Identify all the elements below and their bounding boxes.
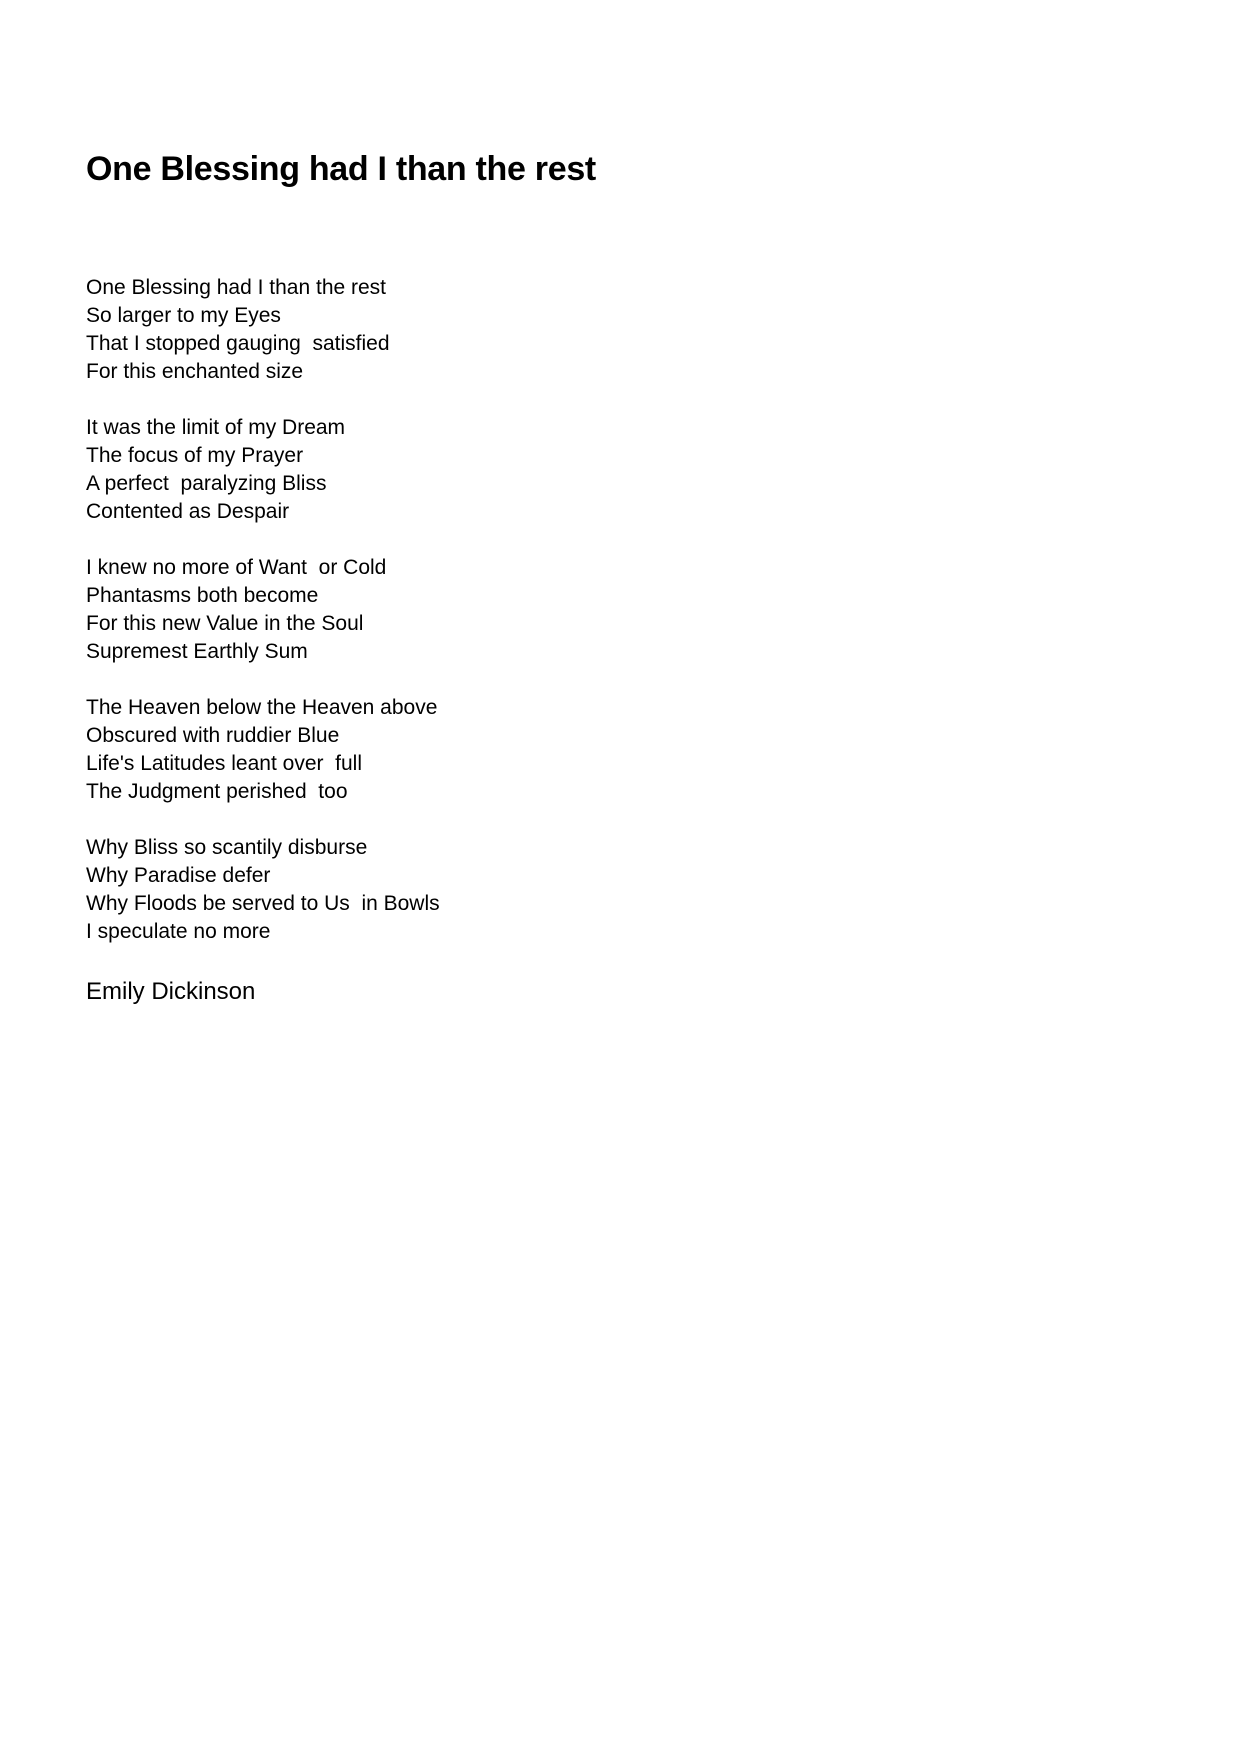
poem-line: So larger to my Eyes	[86, 304, 281, 327]
author-name: Emily Dickinson	[86, 978, 256, 1005]
poem-line: I knew no more of Want or Cold	[86, 556, 387, 579]
poem-line: For this new Value in the Soul	[86, 612, 364, 635]
poem-line: Why Paradise defer	[86, 864, 271, 887]
stanza-5	[86, 834, 786, 946]
poem-line: Why Floods be served to Us in Bowls	[86, 892, 440, 915]
poem-title: One Blessing had I than the rest	[86, 150, 596, 188]
stanza-2	[86, 414, 786, 526]
poem-line: That I stopped gauging satisfied	[86, 332, 390, 355]
poem-line: The Judgment perished too	[86, 780, 348, 803]
stanza-1	[86, 274, 786, 386]
poem-body	[86, 274, 786, 974]
poem-line: I speculate no more	[86, 920, 271, 943]
poem-line: Contented as Despair	[86, 500, 290, 523]
poem-line: Supremest Earthly Sum	[86, 640, 308, 663]
poem-line: Phantasms both become	[86, 584, 319, 607]
poem-line: The Heaven below the Heaven above	[86, 696, 438, 719]
poem-line: A perfect paralyzing Bliss	[86, 472, 327, 495]
poem-line: It was the limit of my Dream	[86, 416, 346, 439]
poem-line: For this enchanted size	[86, 360, 304, 383]
poem-line: The focus of my Prayer	[86, 444, 304, 467]
poem-line: Why Bliss so scantily disburse	[86, 836, 368, 859]
poem-line: Life's Latitudes leant over full	[86, 752, 363, 775]
poem-line: One Blessing had I than the rest	[86, 276, 387, 299]
poem-line: Obscured with ruddier Blue	[86, 724, 340, 747]
stanza-3	[86, 554, 786, 666]
stanza-4	[86, 694, 786, 806]
